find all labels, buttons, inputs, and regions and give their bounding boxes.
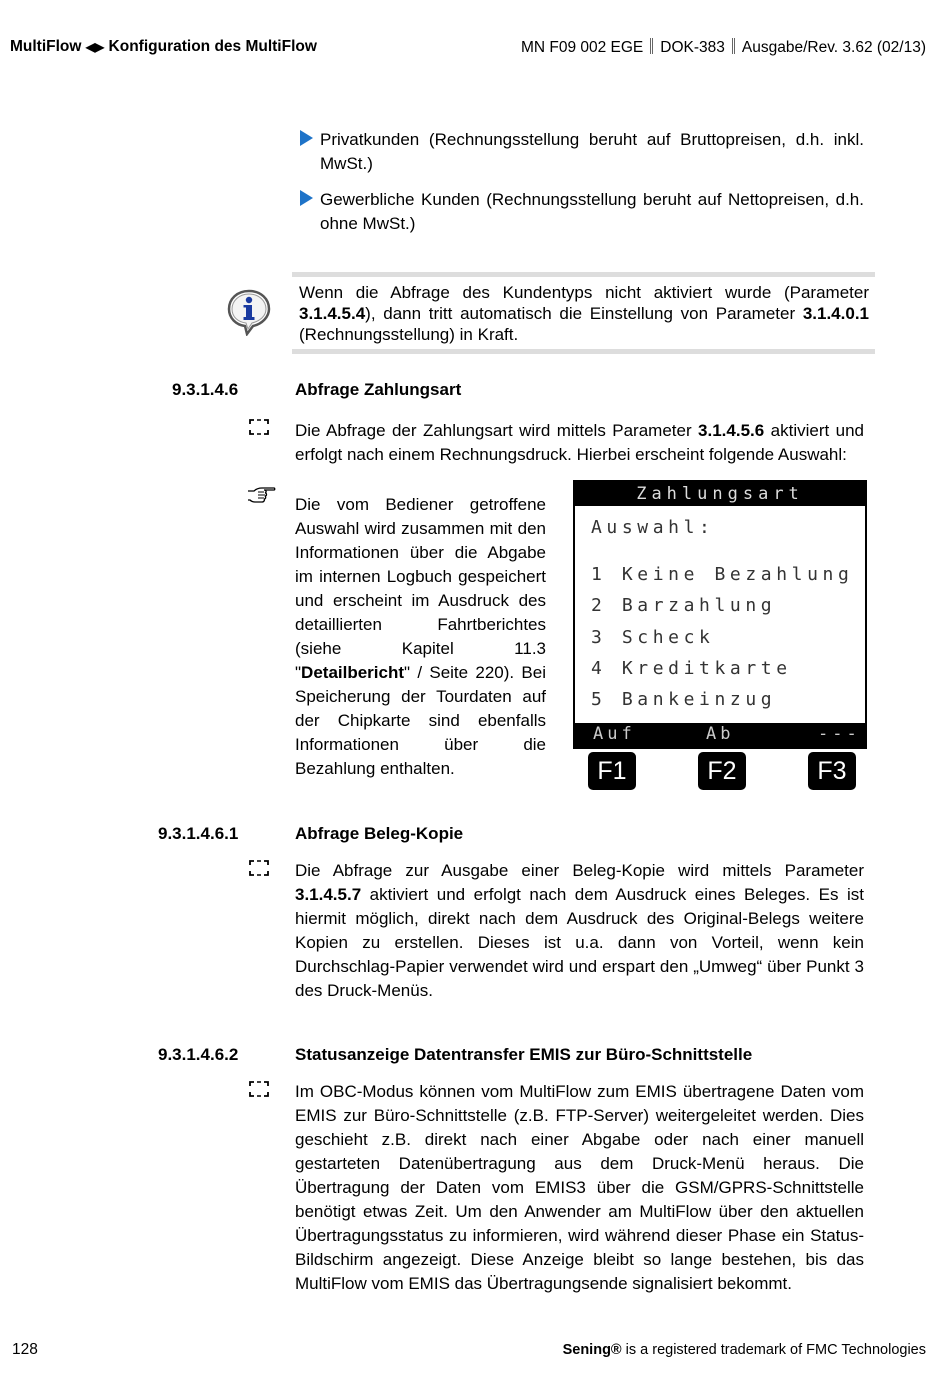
header-revision: Ausgabe/Rev. 3.62 (02/13) [741,39,926,56]
paragraph-text: " / Seite 220). Bei Speicherung der Tourdaten auf der Chipkarte sind ebenfalls Informationen über die Bezahlung enthalten. [295,663,546,778]
note-text: ), dann tritt automatisch die Einstellung von Parameter [365,304,803,323]
page-number: 128 [12,1341,38,1358]
separator [650,38,653,54]
header-doc-id: DOK-383 [660,39,725,56]
chapter-ref: Detailbericht [301,663,405,682]
note-param: 3.1.4.0.1 [802,304,869,323]
left-arrow-icon: ◀ [85,40,95,54]
info-icon [226,288,272,336]
parameter-icon [249,1081,269,1097]
header-chapter: Konfiguration des MultiFlow [108,38,317,55]
bullet-item [300,128,864,176]
paragraph-text: Die Abfrage zur Ausgabe einer Beleg-Kopie wird mittels Parameter [295,861,864,880]
parameter-ref: 3.1.4.5.6 [698,421,765,440]
display-softkey-bar [575,723,865,747]
display-option: 2 Barzahlung [591,595,777,616]
terminal-display [573,480,867,749]
section-number: 9.3.1.4.6 [172,380,239,399]
parameter-ref: 3.1.4.5.7 [295,885,362,904]
hand-pointer-icon [246,486,276,504]
bullet-triangle-icon [300,130,313,146]
info-note [292,272,875,354]
section-title: Statusanzeige Datentransfer EMIS zur Büro-Schnittstelle [295,1045,753,1064]
paragraph-text: aktiviert und erfolgt nach dem Ausdruck eines Beleges. Es ist hiermit möglich, direkt nach dem Ausdruck des Original-Belegs weitere Kopien zu erstellen. Dieses ist u.a. dann von Vorteil, wenn kein Durchschlag-Papier verwendet wird und erspart den „Umweg“ über Punkt 3 des Druck-Menüs. [295,885,864,1000]
softkey-label-down: Ab [706,724,735,744]
bullet-item [300,188,864,236]
bullet-text: Gewerbliche Kunden (Rechnungsstellung beruht auf Nettopreisen, d.h. ohne MwSt.) [320,190,864,233]
display-title: Zahlungsart [575,482,865,506]
header-doc-number: MN F09 002 EGE [520,39,644,56]
separator [732,38,735,54]
header-breadcrumb [10,38,317,56]
header-doc-info [521,38,926,57]
display-option: 3 Scheck [591,627,715,648]
display-option: 5 Bankeinzug [591,689,777,710]
section-number: 9.3.1.4.6.2 [158,1045,239,1064]
paragraph-text: Die vom Bediener getroffene Auswahl wird zusammen mit den Informationen über die Abgabe im internen Logbuch gespeichert und erscheint im Ausdruck des detaillierten Fahrtberichtes (siehe Kapitel 11.3 " [295,495,546,682]
display-option: 1 Keine Bezahlung [591,564,854,585]
paragraph [295,859,864,1003]
section-title: Abfrage Zahlungsart [295,380,462,399]
f1-key[interactable]: F1 [588,752,636,790]
parameter-icon [249,860,269,876]
section-title: Abfrage Beleg-Kopie [295,824,464,843]
paragraph-text: aktiviert und erfolgt nach einem Rechnungsdruck. Hierbei erscheint folgende Auswahl: [295,421,864,464]
note-text: (Rechnungsstellung) in Kraft. [299,325,519,344]
bullet-text: Privatkunden (Rechnungsstellung beruht auf Bruttopreisen, d.h. inkl. MwSt.) [320,130,864,173]
paragraph-text: Die Abfrage der Zahlungsart wird mittels Parameter [295,421,699,440]
parameter-icon [249,419,269,435]
bullet-triangle-icon [300,190,313,206]
softkey-label-up: Auf [593,724,636,744]
paragraph [295,419,864,467]
right-arrow-icon: ▶ [95,40,105,54]
footer-trademark [563,1342,926,1358]
f2-key[interactable]: F2 [698,752,746,790]
note-param: 3.1.4.5.4 [299,304,366,323]
display-prompt: Auswahl: [591,517,715,538]
f3-key[interactable]: F3 [808,752,856,790]
section-number: 9.3.1.4.6.1 [158,824,239,843]
softkey-label-none: --- [818,724,861,744]
display-option: 4 Kreditkarte [591,658,792,679]
paragraph: Im OBC-Modus können vom MultiFlow zum EMIS übertragene Daten vom EMIS zur Büro-Schnittstelle (z.B. FTP-Server) weitergeleitet werden. Dies geschieht z.B. direkt nach einer Abgabe oder nach einer manuell gestarteten Datenübertragung aus dem Druck-Menü heraus. Die Übertragung der Daten vom EMIS3 über die GSM/GPRS-Schnittstelle benötigt etwas Zeit. Um den Anwender am MultiFlow über den aktuellen Übertragungsstatus zu informieren, wird während dieser Phase ein Status-Bildschirm angezeigt. Diese Anzeige bleibt so lange bestehen, bis das MultiFlow vom EMIS das Übertragungsende signalisiert bekommt. [295,1082,864,1293]
footer-brand: Sening® [562,1342,622,1358]
header-product: MultiFlow [10,38,82,55]
paragraph [295,493,546,781]
note-text: Wenn die Abfrage des Kundentyps nicht aktiviert wurde (Parameter [299,283,869,302]
footer-text: is a registered trademark of FMC Technologies [621,1342,926,1358]
